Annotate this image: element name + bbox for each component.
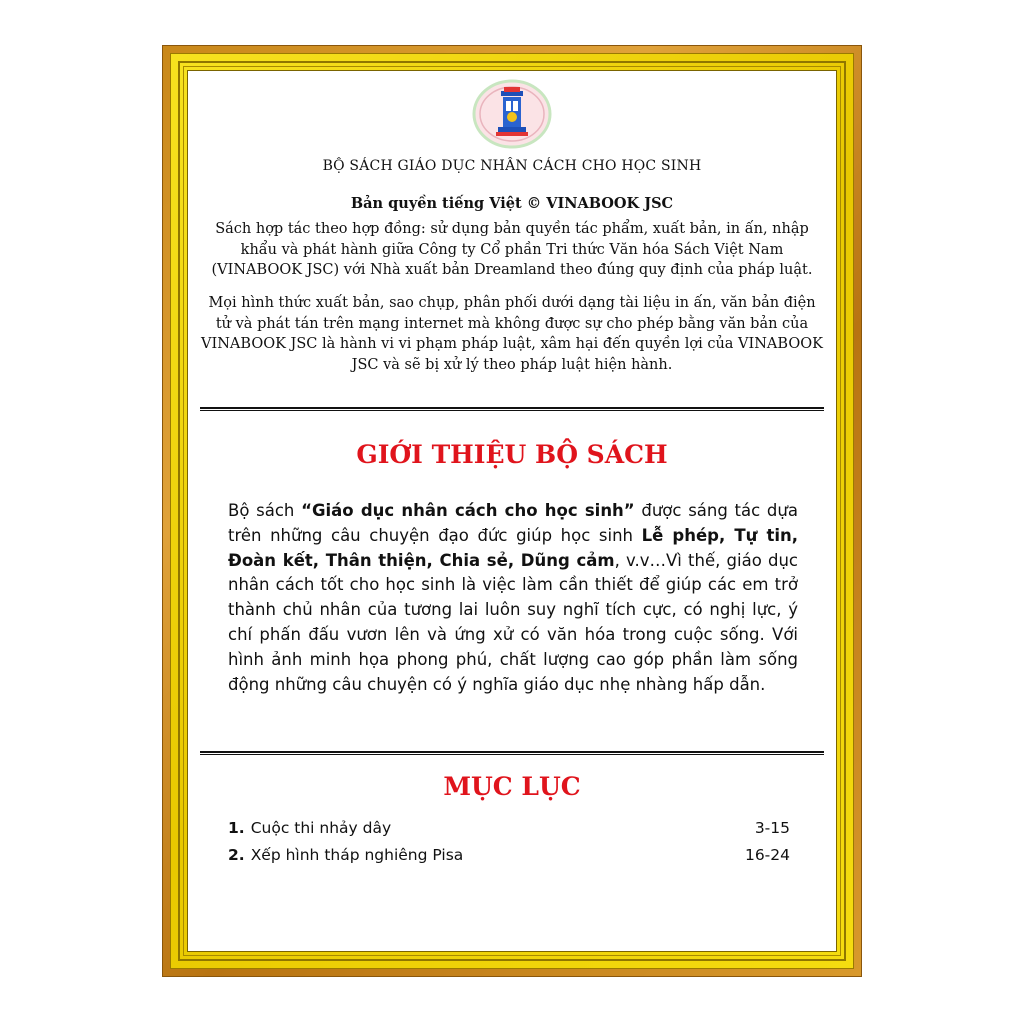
toc-item-title: Xếp hình tháp nghiêng Pisa [250, 846, 464, 864]
intro-text-3: , v.v…Vì thế, giáo dục nhân cách tốt cho học sinh là việc làm cần thiết để giúp các em trở thành chủ nhân của tương lai luôn suy nghĩ tích cực, có nghị lực, ý chí phấn đấu vươn lên và ứng xử có văn hóa trong cuộc sống. Với hình ảnh minh họa phong phú, chất lượng cao góp phần làm sống động những câu chuyện có ý nghĩa giáo dục nhẹ nhàng hấp dẫn. [228, 550, 798, 694]
intro-series-name: “Giáo dục nhân cách cho học sinh” [301, 501, 635, 520]
contract-paragraph: Sách hợp tác theo hợp đồng: sử dụng bản quyền tác phẩm, xuất bản, in ấn, nhập khẩu và phát hành giữa Công ty Cổ phần Tri thức Văn hóa Sách Việt Nam (VINABOOK JSC) với Nhà xuất bản Dreamland theo đúng quy định của pháp luật. [211, 221, 813, 278]
intro-text-1: Bộ sách [228, 501, 302, 520]
intro-virtues: Lễ phép, Tự tin, Đoàn kết, Thân thiện, Chia sẻ, Dũng cảm [228, 525, 799, 570]
toc-item-pages: 16-24 [744, 846, 790, 864]
toc-heading: MỤC LỤC [443, 772, 581, 801]
toc-item-title: Cuộc thi nhảy dây [250, 819, 392, 837]
series-title: BỘ SÁCH GIÁO DỤC NHÂN CÁCH CHO HỌC SINH [322, 158, 702, 174]
intro-paragraph [228, 499, 798, 697]
toc-item-pages: 3-15 [754, 819, 790, 837]
copyright-line: Bản quyền tiếng Việt © VINABOOK JSC [350, 195, 674, 212]
section-divider [200, 407, 824, 411]
intro-heading: GIỚI THIỆU BỘ SÁCH [356, 440, 668, 469]
toc-item-number: 2. [228, 846, 245, 864]
toc-item [228, 819, 790, 837]
toc-item-number: 1. [228, 819, 245, 837]
publisher-logo-icon [470, 79, 554, 149]
section-divider [200, 751, 824, 755]
rights-paragraph: Mọi hình thức xuất bản, sao chụp, phân phối dưới dạng tài liệu in ấn, văn bản điện tử và phát tán trên mạng internet mà không được sự cho phép bằng văn bản của VINABOOK JSC là hành vi vi phạm pháp luật, xâm hại đến quyền lợi của VINABOOK JSC và sẽ bị xử lý theo pháp luật hiện hành. [201, 295, 823, 373]
intro-text-2: được sáng tác dựa trên những câu chuyện đạo đức giúp học sinh [228, 501, 798, 545]
toc-item [228, 846, 790, 864]
